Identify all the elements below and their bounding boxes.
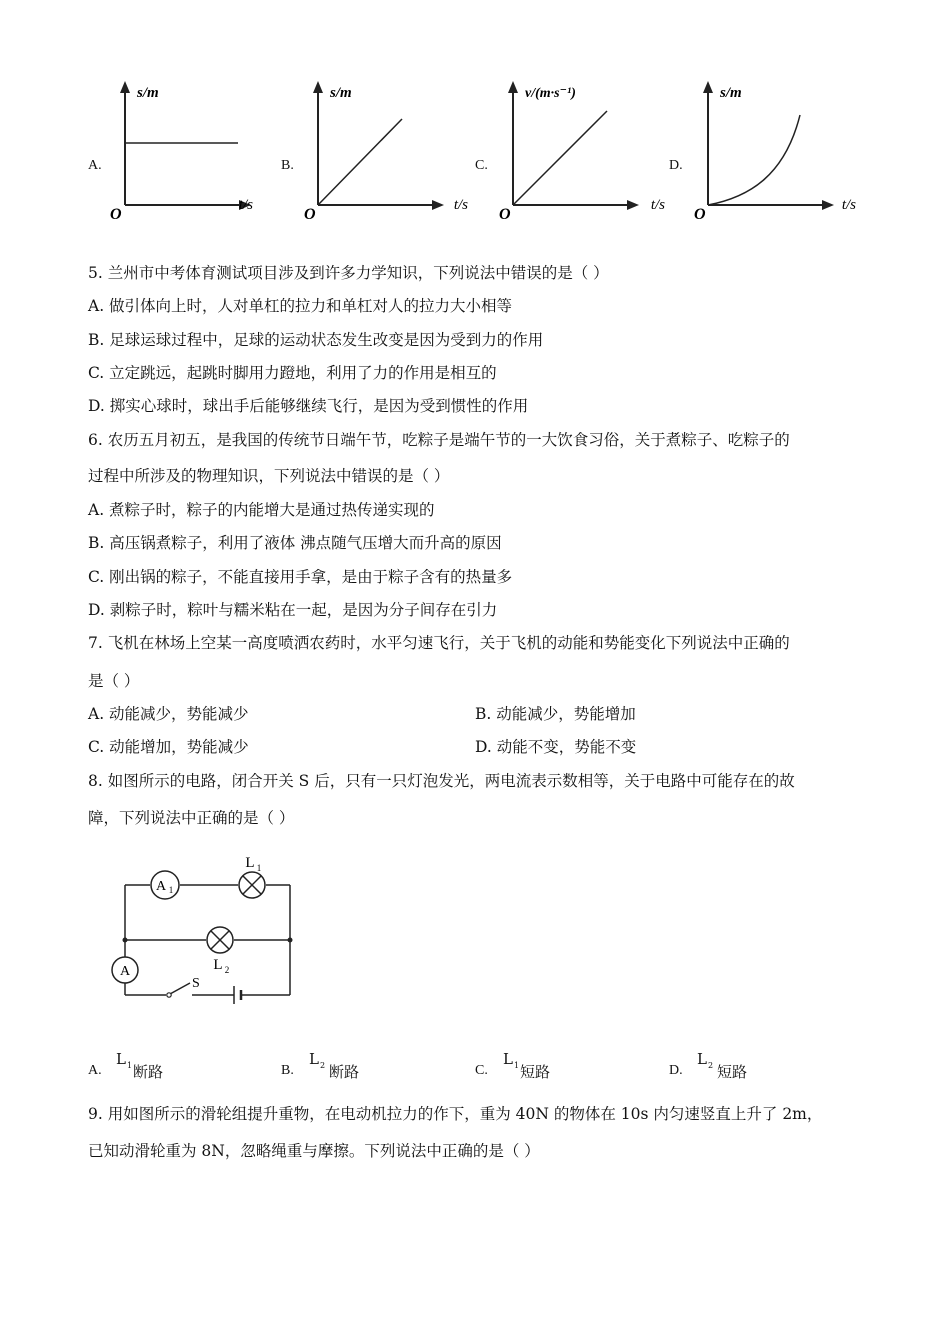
graph-option-b-letter: B. [281, 158, 294, 173]
lamp-l2 [207, 927, 233, 975]
switch-s-blade [170, 983, 190, 994]
q7-option-d: D. 动能不变，势能不变 [475, 738, 637, 756]
graph-b-ylabel: s/m [330, 85, 352, 101]
graph-c-xlabel: t/s [650, 197, 665, 213]
q8-option-b: B. L 2 断路 [281, 1050, 360, 1081]
q5-stem: 5. 兰州市中考体育测试项目涉及到许多力学知识，下列说法中错误的是（ ） [88, 264, 609, 282]
graph-a-ylabel: s/m [137, 85, 159, 101]
q5-option-c: C. 立定跳远，起跳时脚用力蹬地，利用了力的作用是相互的 [88, 364, 497, 382]
circuit-diagram [100, 850, 310, 1010]
graph-b-origin: O [304, 206, 316, 223]
q5-option-d: D. 掷实心球时，球出手后能够继续飞行，是因为受到惯性的作用 [88, 397, 529, 415]
svg-text:A: A [119, 964, 131, 979]
ammeter-a [112, 957, 138, 983]
q6-option-d: D. 剥粽子时，粽叶与糯米粘在一起，是因为分子间存在引力 [88, 601, 498, 619]
graph-d-curve [708, 115, 800, 205]
q5-option-a: A. 做引体向上时，人对单杠的拉力和单杠对人的拉力大小相等 [88, 297, 513, 315]
q6-option-b: B. 高压锅煮粽子，利用了液体 沸点随气压增大而升高的原因 [88, 534, 502, 552]
svg-text:1: 1 [256, 863, 262, 873]
lamp-l1 [239, 855, 265, 898]
graph-a-xlabel: t/s [238, 197, 253, 213]
q8-stem-line1: 8. 如图所示的电路，闭合开关 S 后，只有一只灯泡发光，两电流表示数相等，关于电路中可能存在的故 [88, 772, 795, 790]
q7-option-b: B. 动能减少，势能增加 [475, 705, 636, 723]
graph-d-xlabel: t/s [841, 197, 856, 213]
q8-stem-line2: 障，下列说法中正确的是（ ） [88, 809, 295, 827]
q7-stem-line2: 是（ ） [88, 672, 140, 690]
graph-d [690, 75, 860, 225]
q8-option-c: C. L 1 短路 [475, 1050, 551, 1081]
graph-option-a-letter: A. [88, 158, 102, 173]
graph-d-origin: O [694, 206, 706, 223]
svg-text:L: L [213, 957, 223, 973]
q8-option-a: A. L 1 断路 [88, 1050, 164, 1081]
svg-text:1: 1 [168, 885, 174, 895]
graph-b [300, 75, 468, 225]
q8-option-d: D. L 2 短路 [669, 1050, 748, 1081]
graph-c [495, 75, 670, 225]
graph-c-origin: O [499, 206, 511, 223]
svg-text:2: 2 [224, 965, 230, 975]
ammeter-a1 [151, 871, 179, 899]
graph-b-line [318, 119, 402, 205]
q6-stem-line2: 过程中所涉及的物理知识，下列说法中错误的是（ ） [88, 467, 450, 485]
q9-stem-line2: 已知动滑轮重为 8N，忽略绳重与摩擦。下列说法中正确的是（ ） [88, 1142, 540, 1160]
q6-stem-line1: 6. 农历五月初五，是我国的传统节日端午节，吃粽子是端午节的一大饮食习俗，关于煮粽子、吃粽子的 [88, 431, 790, 449]
q7-option-c: C. 动能增加，势能减少 [88, 738, 249, 756]
graph-a-origin: O [110, 206, 122, 223]
svg-text:L: L [245, 855, 255, 871]
q6-option-c: C. 刚出锅的粽子，不能直接用手拿，是由于粽子含有的热量多 [88, 568, 513, 586]
graph-d-ylabel: s/m [720, 85, 742, 101]
graph-c-ylabel: v/(m·s⁻¹) [525, 86, 576, 101]
graph-c-line [513, 111, 607, 205]
graph-a [105, 75, 255, 225]
graph-option-d-letter: D. [669, 158, 683, 173]
svg-text:A: A [155, 879, 167, 894]
q7-stem-line1: 7. 飞机在林场上空某一高度喷洒农药时，水平匀速飞行，关于飞机的动能和势能变化下列说法中正确的 [88, 634, 790, 652]
switch-s-label: S [192, 976, 200, 991]
q9-stem-line1: 9. 用如图所示的滑轮组提升重物，在电动机拉力的作下，重为 40N 的物体在 10s 内匀速竖直上升了 2m， [88, 1105, 823, 1123]
graph-b-xlabel: t/s [453, 197, 468, 213]
graph-options [0, 75, 950, 225]
q7-option-a: A. 动能减少，势能减少 [88, 705, 249, 723]
q6-option-a: A. 煮粽子时，粽子的内能增大是通过热传递实现的 [88, 501, 435, 519]
switch-s-contact [167, 993, 171, 997]
q5-option-b: B. 足球运球过程中，足球的运动状态发生改变是因为受到力的作用 [88, 331, 544, 349]
graph-option-c-letter: C. [475, 158, 488, 173]
